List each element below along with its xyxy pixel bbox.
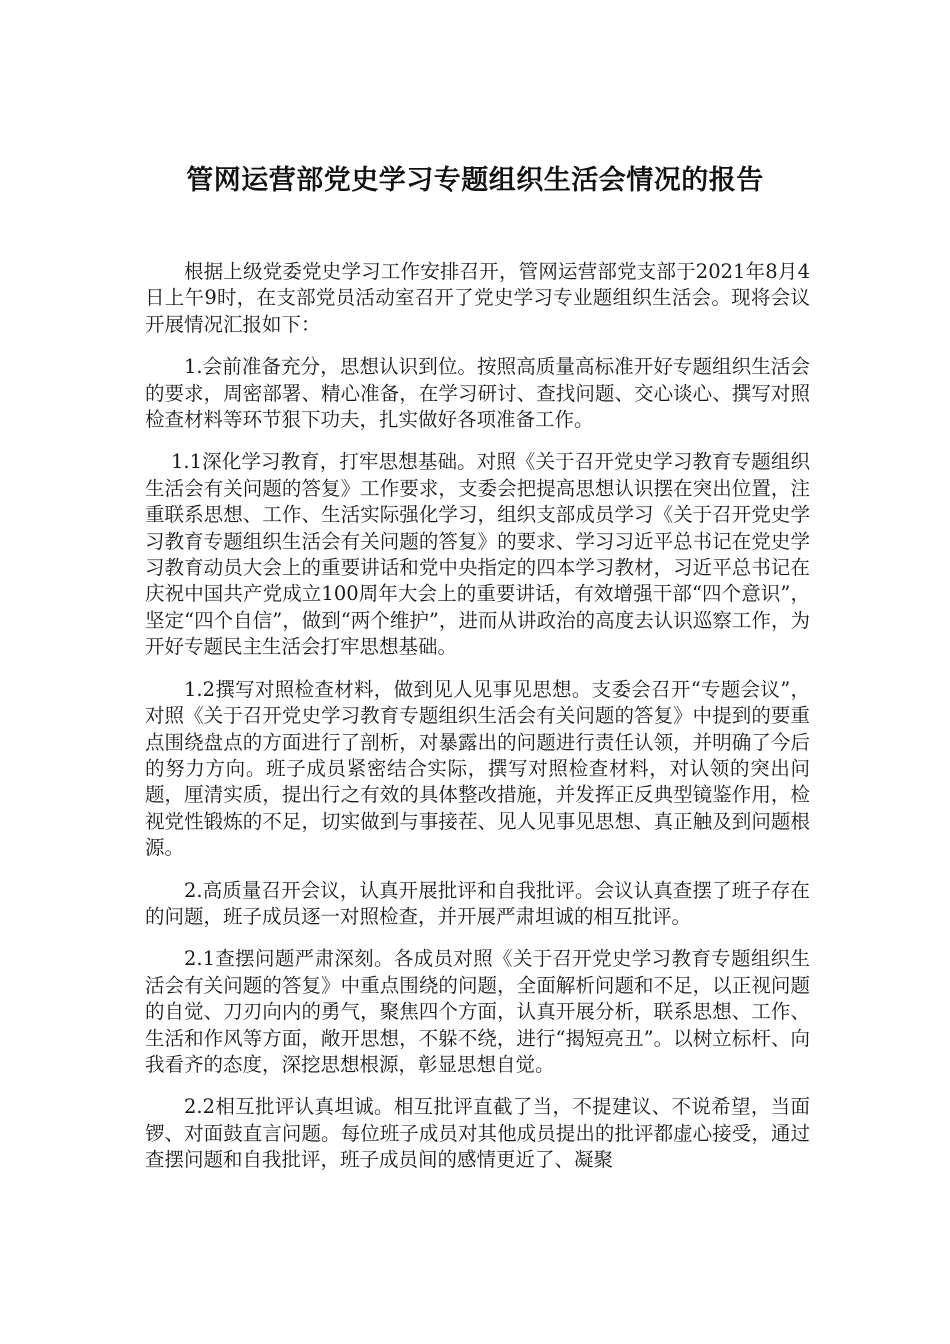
paragraph-intro: 根据上级党委党史学习工作安排召开，管网运营部党支部于2021年8月4日上午9时，在支部党员活动室召开了党史学习专业题组织生活会。现将会议开展情况汇报如下： [145, 260, 810, 336]
paragraph-section-2-2: 2.2相互批评认真坦诚。相互批评直截了当，不提建议、不说希望，当面锣、对面鼓直言问题。每位班子成员对其他成员提出的批评都虚心接受，通过查摆问题和自我批评，班子成员间的感情更近了、凝聚 [145, 1095, 810, 1172]
paragraph-section-1: 1.会前准备充分，思想认识到位。按照高质量高标准开好专题组织生活会的要求，周密部署、精心准备，在学习研讨、查找问题、交心谈心、撰写对照检查材料等环节狠下功夫，扎实做好各项准备工作。 [145, 355, 810, 432]
paragraph-section-1-1: 1.1深化学习教育，打牢思想基础。对照《关于召开党史学习教育专题组织生活会有关问题的答复》工作要求，支委会把提高思想认识摆在突出位置，注重联系思想、工作、生活实际强化学习，组织支部成员学习《关于召开党史学习教育专题组织生活会有关问题的答复》的要求、学习习近平总书记在党史学习教育动员大会上的重要讲话和党中央指定的四本学习教材，习近平总书记在庆祝中国共产党成立100周年大会上的重要讲话，有效增强干部“四个意识”，坚定“四个自信”，做到“两个维护”，进而从讲政治的高度去认识巡察工作，为开好专题民主生活会打牢思想基础。 [145, 450, 810, 659]
paragraph-section-2: 2.高质量召开会议，认真开展批评和自我批评。会议认真查摆了班子存在的问题，班子成员逐一对照检查，并开展严肃坦诚的相互批评。 [145, 878, 810, 928]
paragraph-section-1-2: 1.2撰写对照检查材料，做到见人见事见思想。支委会召开“专题会议”，对照《关于召开党史学习教育专题组织生活会有关问题的答复》中提到的要重点围绕盘点的方面进行了剖析，对暴露出的问题进行责任认领，并明确了今后的努力方向。班子成员紧密结合实际，撰写对照检查材料，对认领的突出问题，厘清实质，提出行之有效的具体整改措施，并发挥正反典型镜鉴作用，检视党性锻炼的不足，切实做到与事接茬、见人见事见思想、真正触及到问题根源。 [145, 677, 810, 860]
document-body [145, 259, 810, 1190]
document-title: 管网运营部党史学习专题组织生活会情况的报告 [186, 165, 764, 196]
paragraph-section-2-1: 2.1查摆问题严肃深刻。各成员对照《关于召开党史学习教育专题组织生活会有关问题的答复》中重点围绕的问题，全面解析问题和不足，以正视问题的自觉、刀刃向内的勇气，聚焦四个方面，认真开展分析，联系思想、工作、生活和作风等方面，敞开思想，不躲不绕，进行“揭短亮丑”。以树立标杆、向我看齐的态度，深挖思想根源，彰显思想自觉。 [145, 947, 810, 1076]
